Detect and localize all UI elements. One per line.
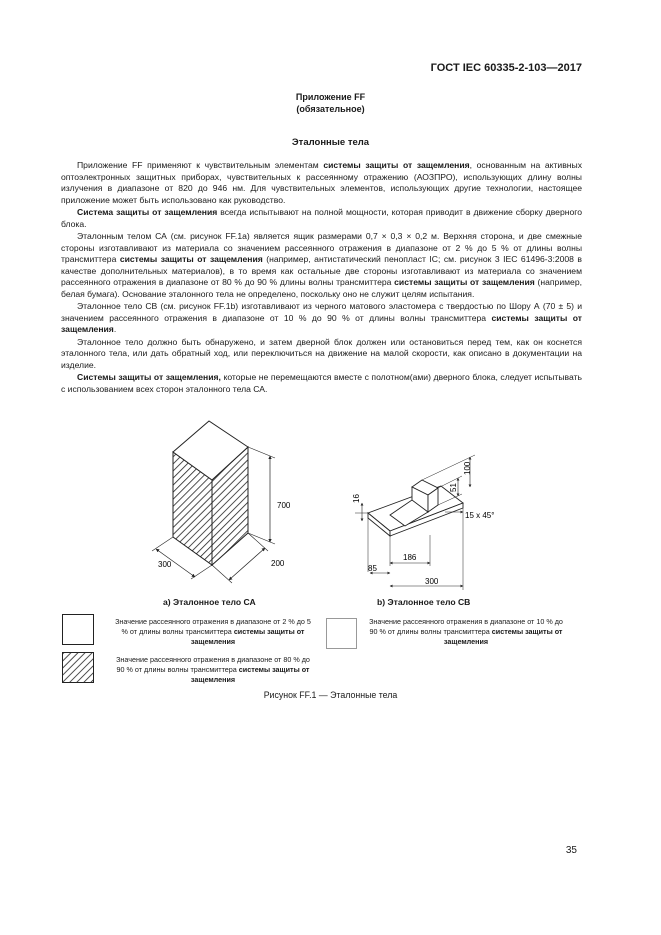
text-run: , основанным на активных оптоэлектронных защитных приборах, чувствительных к рассеянному отражению (АОЗПРО), использующих длину волны излучения в диапазоне от 820 до 946 нм. Для чувствительных элементов, использующих другие технологии, настоящее приложение может быть использовано как руководство. (61, 160, 582, 205)
page-number: 35 (565, 845, 577, 856)
bold-term: системы защиты от защемления (190, 665, 310, 684)
bold-term: системы защиты от защемления (443, 627, 563, 646)
bold-term: Системы защиты от защемления, (77, 372, 221, 382)
caption-body-ca: a) Эталонное тело СА (163, 597, 256, 607)
bold-term: системы защиты от защемления (190, 627, 305, 646)
text-run: Эталонное тело СВ (см. рисунок FF.1b) изготавливают из черного матового эластомера с твердостью по Шору А (70 ± 5) и значением рассеянного отражения в диапазоне от 10 % до 90 % от длины волны трансмиттера (61, 301, 582, 323)
dim-cb-base: 85 (368, 564, 377, 573)
text-run: которые не перемещаются вместе с полотном(ами) дверного блока, следует испытывать с использованием всех сторон эталонного тела СА. (61, 372, 582, 394)
annex-status: (обязательное) (296, 104, 365, 114)
section-title: Эталонные тела (291, 137, 370, 148)
dim-cb-length2: 300 (425, 577, 439, 586)
dim-cb-chamfer: 15 x 45° (465, 511, 495, 520)
dim-ca-depth: 300 (158, 560, 172, 569)
dim-ca-height: 700 (277, 501, 291, 510)
text-run: Эталонное тело должно быть обнаружено, и затем дверной блок должен или остановиться перед тем, как он коснется эталонного тела, или дать обратный ход, или переключиться на движение на малой скорости, как описано в документации на изделие. (61, 336, 582, 370)
text-run: Значение рассеянного отражения в диапазоне от 2 % до 5 % от длины волны трансмиттера (115, 617, 311, 636)
text-run: Значение рассеянного отражения в диапазоне от 80 % до 90 % от длины волны трансмиттера (116, 655, 310, 674)
standard-code: ГОСТ IEC 60335-2-103—2017 (430, 62, 582, 74)
legend-swatch-white-ca (62, 614, 94, 645)
dim-ca-width: 200 (271, 559, 285, 568)
dim-cb-height2: 51 (449, 483, 458, 492)
dim-cb-length1: 186 (403, 553, 417, 562)
text-run: Значение рассеянного отражения в диапазоне от 10 % до 90 % от длины волны трансмиттера (369, 617, 563, 636)
dim-cb-height1: 100 (463, 461, 472, 475)
dim-cb-thickness: 16 (352, 494, 361, 503)
text-run: (например, белая бумага). Основание эталонного тела не определено, поскольку оно не служит целям испытания. (61, 277, 582, 299)
legend-swatch-white-cb (326, 618, 357, 649)
figure-title: Рисунок FF.1 — Эталонные тела (263, 690, 398, 700)
legend-text-white-cb (368, 617, 564, 647)
bold-term: системы защиты от защемления (119, 254, 263, 264)
bold-term: системы защиты от защемления (61, 312, 583, 334)
annex-title: Приложение FF (295, 92, 366, 102)
legend-swatch-hatched-ca (62, 652, 94, 683)
reference-body-ca (152, 421, 275, 583)
caption-body-cb: b) Эталонное тело СВ (377, 597, 471, 607)
bold-term: системы защиты от защемления (394, 277, 535, 287)
text-run: всегда испытывают на полной мощности, которая приводит в движение сборку дверного блока. (61, 207, 582, 229)
text-run: Эталонным телом СА (см. рисунок FF.1a) является ящик размерами 0,7 × 0,3 × 0,2 м. Верхняя сторона, и две смежные стороны изготавливают из материала со значением рассеянного отражения в диапазоне от 2 % до 5 % от длины волны трансмиттера (61, 231, 582, 264)
bold-term: системы защиты от защемления (323, 160, 470, 170)
legend-text-white-ca (112, 617, 314, 647)
text-run: (например, антистатический пенопласт IC; см. рисунок 3 IEC 61496-3:2008 в качестве дополнительных материалов), в то время как остальные две стороны изготавливают из материала со значением рассеянного отражения в диапазоне от 80 % до 90 % длины волны трансмиттера (61, 254, 582, 287)
text-run: Приложение FF применяют к чувствительным элементам (77, 160, 324, 170)
bold-term: Система защиты от защемления (77, 207, 218, 217)
text-run: . (113, 324, 117, 334)
legend-text-hatched-ca (112, 655, 314, 685)
